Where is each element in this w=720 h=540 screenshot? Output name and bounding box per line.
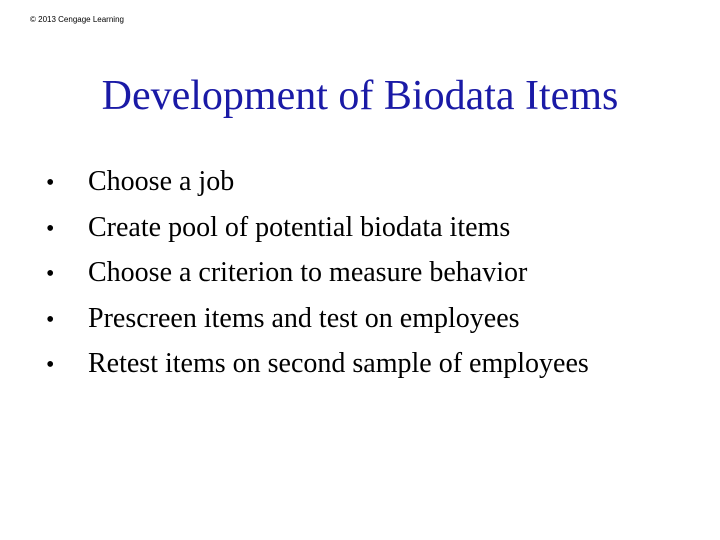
bullet-text: Prescreen items and test on employees [88,302,520,334]
bullet-icon: • [46,215,55,242]
slide-title: Development of Biodata Items [101,73,619,119]
bullet-list [46,162,589,390]
bullet-item [46,208,589,254]
bullet-item [46,162,589,208]
bullet-text: Choose a criterion to measure behavior [88,257,528,288]
bullet-icon: • [46,352,55,378]
bullet-icon: • [46,170,55,196]
bullet-item [46,299,589,345]
bullet-text: Retest items on second sample of employees [88,348,589,379]
bullet-text: Create pool of potential biodata items [88,211,511,243]
bullet-icon: • [46,261,55,287]
bullet-icon: • [46,306,55,333]
bullet-item [46,344,589,390]
bullet-text: Choose a job [88,166,235,197]
bullet-item [46,253,589,299]
copyright-notice: © 2013 Cengage Learning [30,15,124,24]
